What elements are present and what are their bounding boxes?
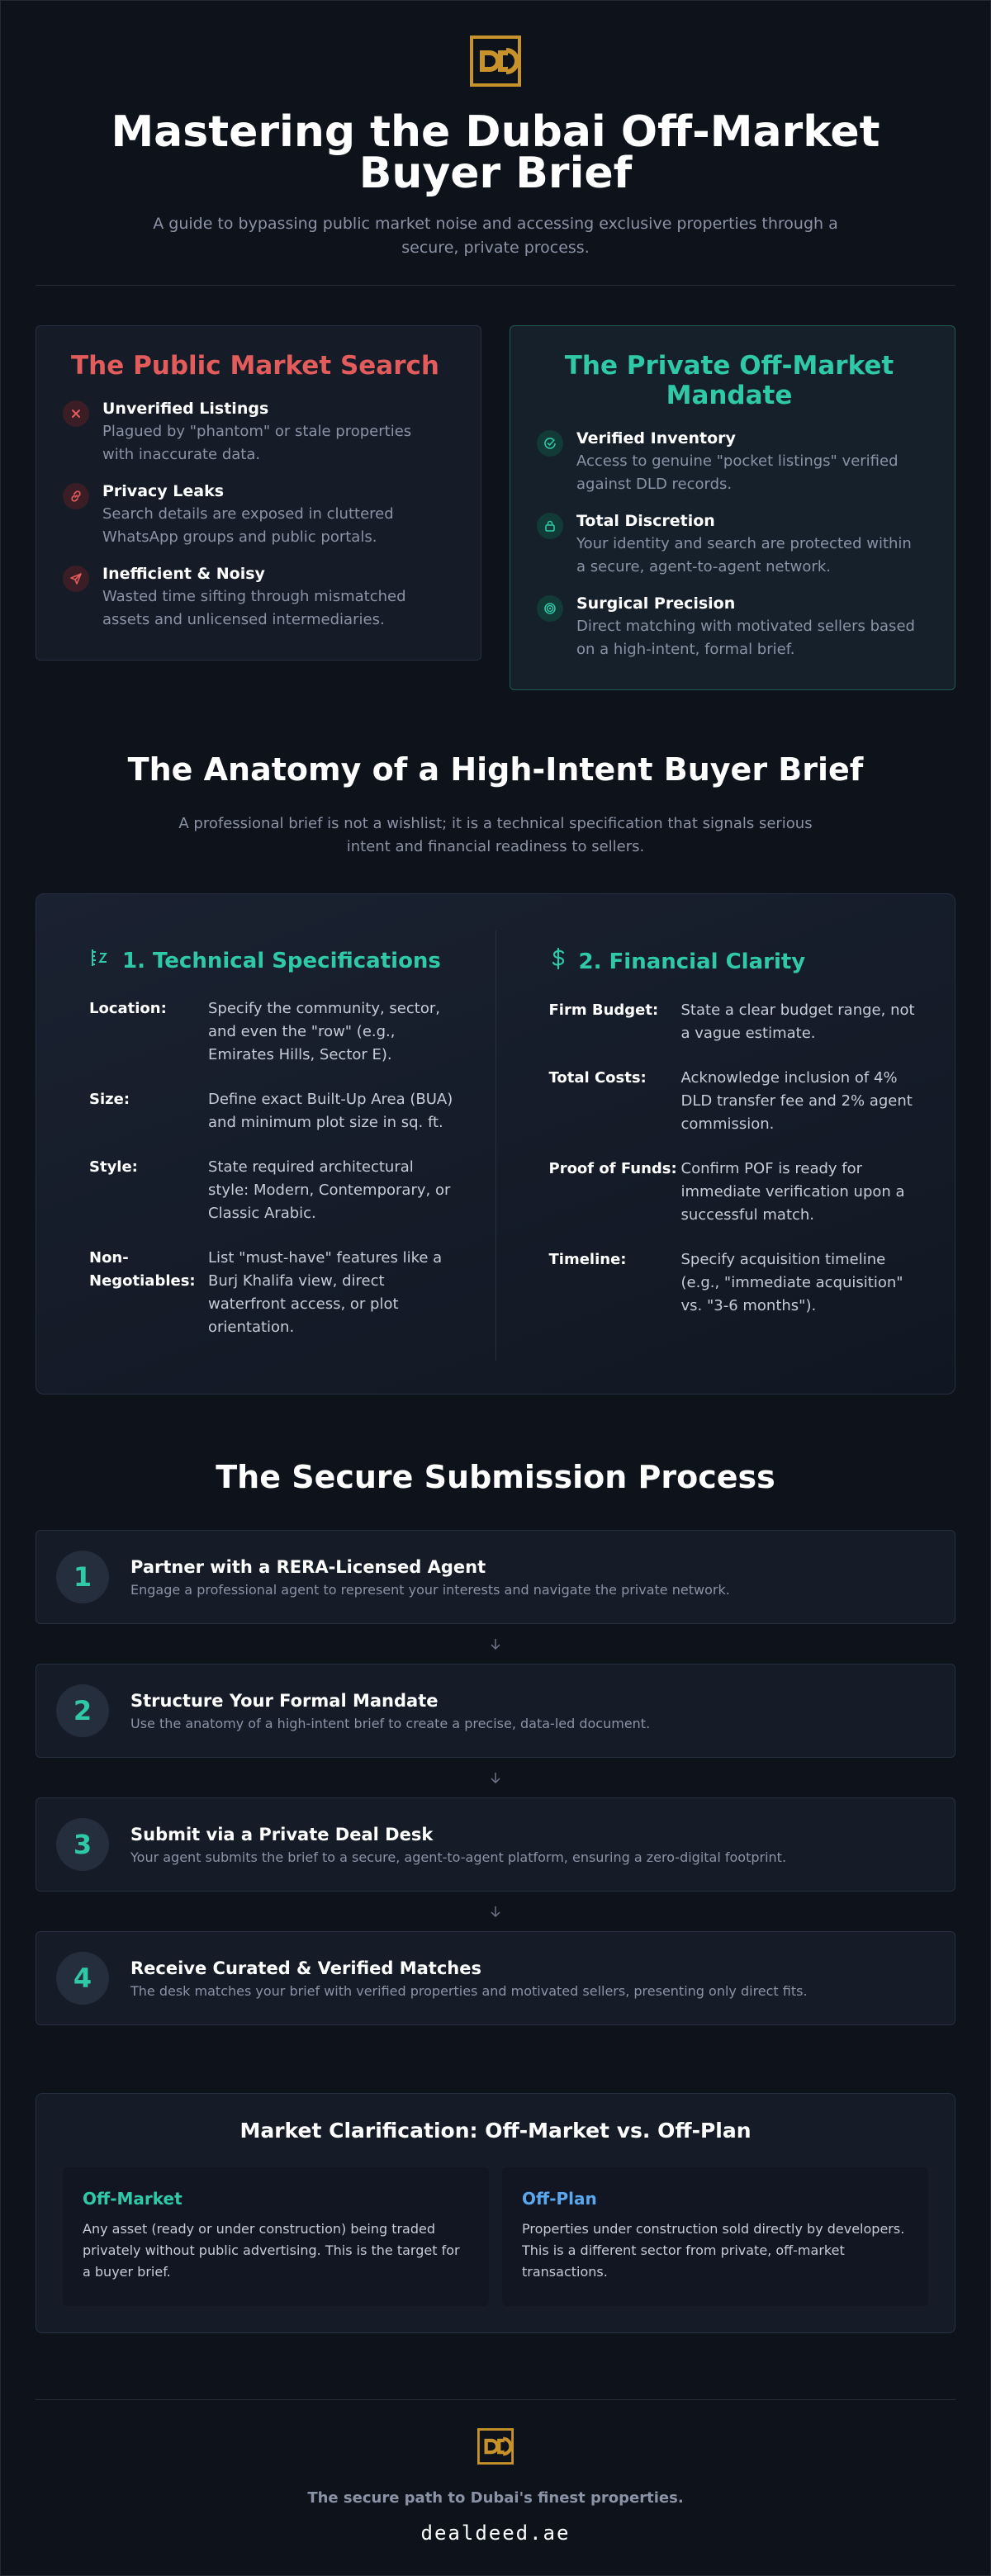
step-title: Structure Your Formal Mandate — [130, 1690, 439, 1711]
spec-row — [89, 1247, 459, 1339]
feature-description: Direct matching with motivated sellers based on a high-intent, formal brief. — [576, 618, 915, 658]
feature-title: Unverified Listings — [102, 400, 269, 418]
off-plan-box — [502, 2167, 928, 2306]
spec-row — [89, 997, 459, 1067]
public-market-card — [36, 325, 481, 661]
lock-icon — [537, 513, 563, 539]
market-clarification-card — [36, 2093, 955, 2333]
step-description: Use the anatomy of a high-intent brief to create a precise, data-led document. — [130, 1715, 651, 1731]
spec-row — [89, 1088, 459, 1134]
off-market-box — [63, 2167, 489, 2306]
spec-row — [549, 1067, 919, 1136]
ruler-icon — [89, 947, 111, 974]
spec-value: State required architectural style: Modern, Contemporary, or Classic Arabic. — [208, 1158, 451, 1222]
public-market-title: The Public Market Search — [71, 351, 439, 381]
financial-clarity-column — [496, 930, 955, 1361]
spec-value: Specify the community, sector, and even the "row" (e.g., Emirates Hills, Sector E). — [208, 1000, 440, 1063]
x-icon — [63, 400, 89, 427]
spec-label: Proof of Funds: — [548, 1160, 677, 1177]
off-plan-title: Off-Plan — [522, 2189, 597, 2209]
footer-tagline: The secure path to Dubai's finest properties. — [307, 2489, 684, 2507]
spec-label: Style: — [89, 1158, 138, 1176]
process-step — [36, 1797, 955, 1892]
divider — [36, 285, 955, 286]
send-icon — [63, 566, 89, 592]
spec-label: Size: — [89, 1091, 130, 1108]
step-description: Engage a professional agent to represent your interests and navigate the private network. — [130, 1581, 730, 1598]
spec-row — [549, 999, 919, 1045]
dd-logo-icon — [470, 36, 521, 87]
arrow-down-icon — [36, 1624, 955, 1664]
page-title: Mastering the Dubai Off-Market Buyer Brief — [111, 107, 880, 198]
feature-description: Plagued by "phantom" or stale properties with inaccurate data. — [102, 423, 412, 463]
technical-specifications-title: 1. Technical Specifications — [122, 948, 441, 973]
spec-label: Total Costs: — [548, 1069, 647, 1087]
step-title: Partner with a RERA-Licensed Agent — [130, 1556, 486, 1577]
arrow-down-icon — [36, 1892, 955, 1931]
clarification-title: Market Clarification: Off-Market vs. Off-Plan — [239, 2119, 752, 2143]
feature-title: Total Discretion — [576, 512, 715, 530]
process-steps — [36, 1530, 955, 2025]
anatomy-title: The Anatomy of a High-Intent Buyer Brief — [127, 751, 864, 788]
off-plan-description: Properties under construction sold directly by developers. This is a different sector from private, off-market transactions. — [522, 2221, 905, 2280]
feature-title: Privacy Leaks — [102, 482, 225, 500]
footer-logo — [36, 2428, 955, 2465]
spec-value: Acknowledge inclusion of 4% DLD transfer fee and 2% agent commission. — [680, 1069, 913, 1133]
spec-label: Location: — [89, 1000, 167, 1017]
step-description: The desk matches your brief with verified properties and motivated sellers, presenting only direct fits. — [130, 1982, 808, 1999]
process-step — [36, 1530, 955, 1624]
private-mandate-title: The Private Off-Market Mandate — [564, 351, 894, 410]
spec-label: Firm Budget: — [548, 1002, 659, 1019]
public-feature-item — [63, 564, 448, 632]
anatomy-card — [36, 893, 955, 1395]
feature-description: Wasted time sifting through mismatched assets and unlicensed intermediaries. — [102, 588, 406, 628]
public-feature-item — [63, 481, 448, 549]
dollar-icon — [549, 947, 567, 976]
feature-description: Your identity and search are protected within a secure, agent-to-agent network. — [576, 535, 912, 575]
process-step — [36, 1664, 955, 1758]
step-title: Receive Curated & Verified Matches — [130, 1958, 481, 1978]
financial-clarity-title: 2. Financial Clarity — [578, 949, 806, 974]
step-number: 4 — [56, 1952, 109, 2005]
private-feature-item — [537, 511, 922, 579]
dd-logo-icon — [477, 2428, 514, 2465]
step-number: 1 — [56, 1551, 109, 1603]
step-number: 3 — [56, 1818, 109, 1871]
header-logo — [36, 1, 955, 87]
feature-description: Search details are exposed in cluttered WhatsApp groups and public portals. — [102, 505, 394, 546]
private-mandate-card — [510, 325, 955, 690]
spec-value: State a clear budget range, not a vague estimate. — [680, 1002, 915, 1042]
technical-specifications-heading — [89, 947, 459, 974]
spec-value: List "must-have" features like a Burj Khalifa view, direct waterfront access, or plot orientation. — [208, 1249, 443, 1336]
spec-value: Specify acquisition timeline (e.g., "immediate acquisition" vs. "3-6 months"). — [680, 1251, 903, 1314]
process-step — [36, 1931, 955, 2025]
clarification-grid — [63, 2167, 928, 2306]
arrow-down-icon — [36, 1758, 955, 1797]
step-description: Your agent submits the brief to a secure, agent-to-agent platform, ensuring a zero-digital footprint. — [130, 1849, 787, 1865]
check-circle-icon — [537, 430, 563, 457]
off-market-title: Off-Market — [83, 2189, 183, 2209]
feature-title: Surgical Precision — [576, 594, 736, 613]
feature-title: Verified Inventory — [576, 429, 736, 447]
target-icon — [537, 595, 563, 622]
feature-title: Inefficient & Noisy — [102, 565, 265, 583]
public-feature-item — [63, 399, 448, 466]
link-icon — [63, 483, 89, 509]
footer — [36, 2400, 955, 2545]
spec-label: Timeline: — [548, 1251, 627, 1268]
step-title: Submit via a Private Deal Desk — [130, 1824, 434, 1844]
off-market-description: Any asset (ready or under construction) being traded privately without public advertising. This is the target for a buyer brief. — [83, 2221, 460, 2280]
spec-label: Non-Negotiables: — [89, 1249, 196, 1290]
spec-row — [549, 1248, 919, 1318]
private-feature-item — [537, 429, 922, 496]
financial-clarity-heading — [549, 947, 919, 976]
technical-specifications-column — [36, 930, 496, 1361]
anatomy-subtitle: A professional brief is not a wishlist; it is a technical specification that signals serious intent and financial readiness to sellers. — [178, 815, 813, 855]
private-feature-item — [537, 594, 922, 661]
feature-description: Access to genuine "pocket listings" verified against DLD records. — [576, 452, 899, 493]
spec-value: Define exact Built-Up Area (BUA) and minimum plot size in sq. ft. — [208, 1091, 453, 1131]
page-subtitle: A guide to bypassing public market noise and accessing exclusive properties through a secure, private process. — [153, 215, 838, 257]
footer-domain-link[interactable]: dealdeed.ae — [420, 2522, 571, 2545]
step-number: 2 — [56, 1684, 109, 1737]
spec-row — [549, 1158, 919, 1227]
comparison-section — [36, 325, 955, 690]
spec-value: Confirm POF is ready for immediate verification upon a successful match. — [680, 1160, 905, 1224]
spec-row — [89, 1156, 459, 1225]
process-title: The Secure Submission Process — [216, 1459, 775, 1495]
